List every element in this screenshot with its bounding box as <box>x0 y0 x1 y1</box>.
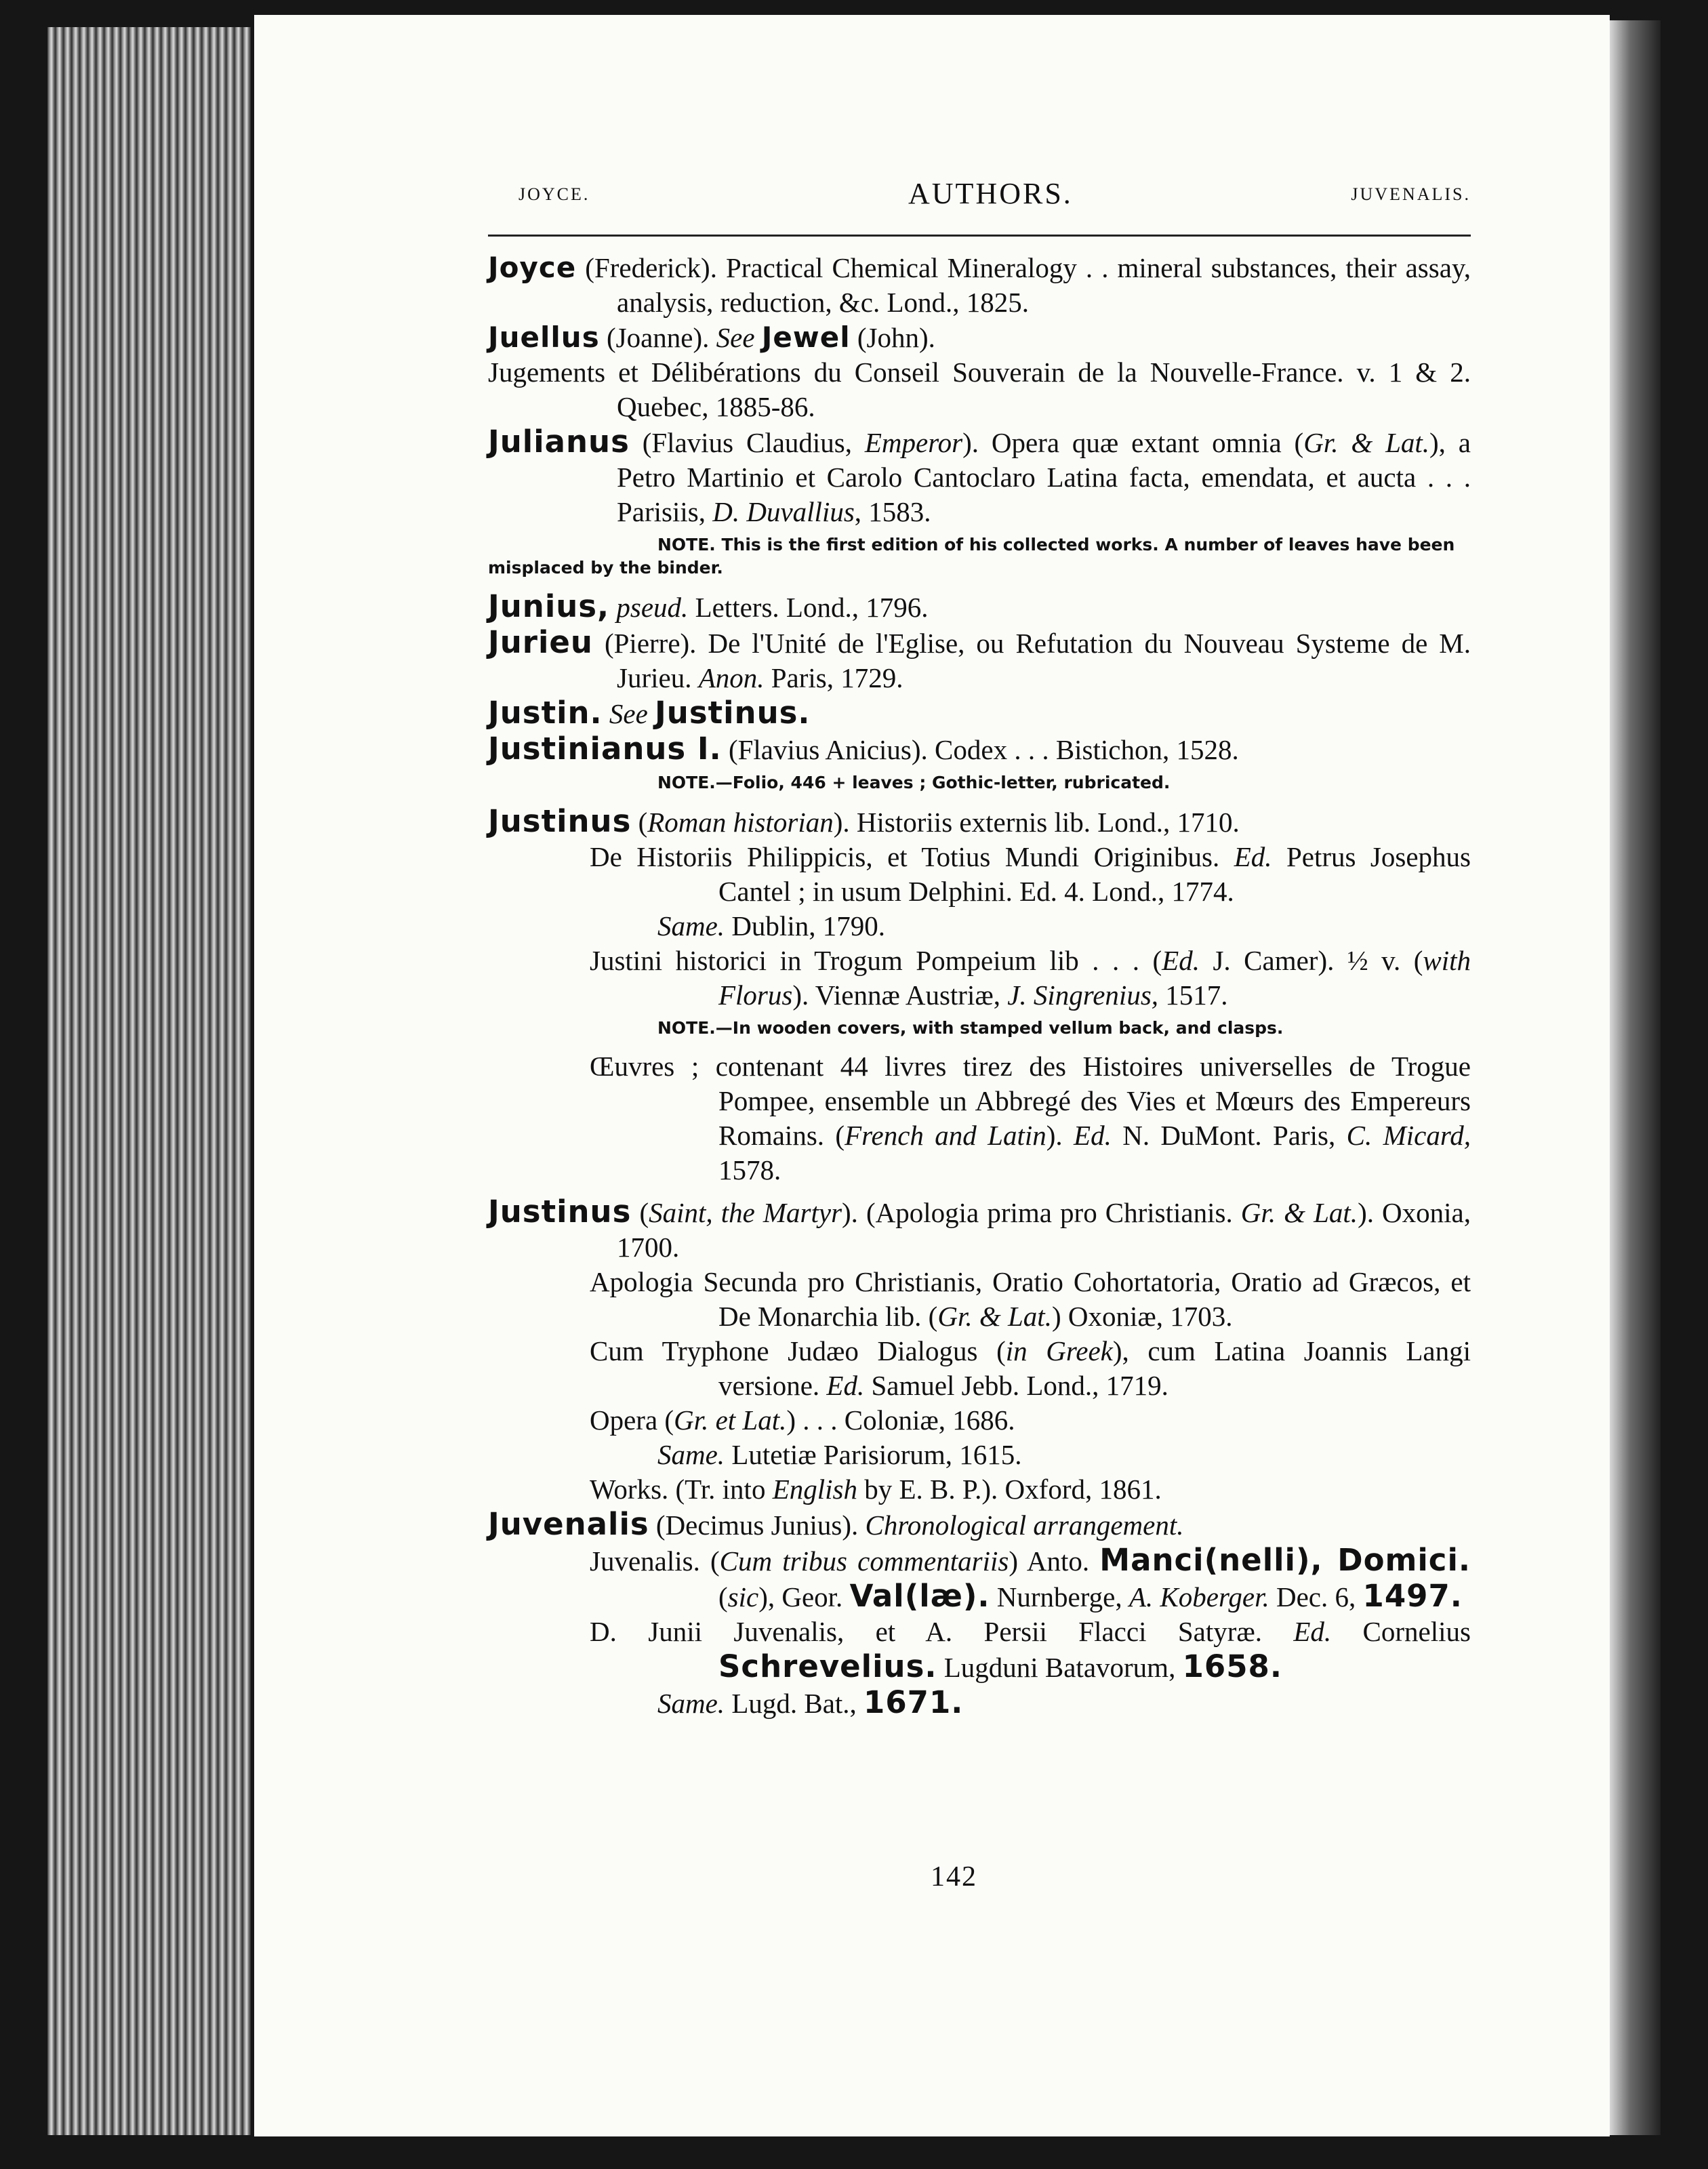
header-rule <box>488 235 1471 237</box>
subentry: D. Junii Juvenalis, et A. Persii Flacci Satyræ. Ed. Cornelius Schrevelius. Lugduni Batavorum, 1658. <box>590 1616 1471 1684</box>
author-name: Juvenalis <box>488 1506 649 1542</box>
page-number: 142 <box>931 1861 977 1892</box>
subentry: Opera (Gr. et Lat.) . . . Coloniæ, 1686. <box>590 1404 1015 1436</box>
entry-juvenalis: Juvenalis (Decimus Junius). Chronological arrangement. <box>488 1506 1184 1542</box>
entry-justinianus: Justinianus I. (Flavius Anicius). Codex . . . Bistichon, 1528. <box>488 731 1239 767</box>
header-right: JUVENALIS. <box>1351 184 1471 204</box>
subentry: De Historiis Philippicis, et Totius Mundi Originibus. Ed. Petrus Josephus Cantel ; in usum Delphini. Ed. 4. Lond., 1774. <box>590 841 1471 907</box>
author-name: Junius, <box>488 588 610 624</box>
entry-justinus-saint: Justinus (Saint, the Martyr). (Apologia prima pro Christianis. Gr. & Lat.). Oxonia, 1700. <box>488 1194 1471 1263</box>
same-entry: Same. Lugd. Bat., 1671. <box>657 1684 964 1720</box>
running-header <box>488 176 1471 217</box>
entry-justinus-roman: Justinus (Roman historian). Historiis externis lib. Lond., 1710. <box>488 803 1240 839</box>
author-name: Justin. <box>488 695 603 731</box>
subentry: Œuvres ; contenant 44 livres tirez des Histoires universelles de Trogue Pompee, ensemble un Abbregé des Vies et Mœurs des Empereurs Romains. (French and Latin). Ed. N. DuMont. Paris, C. Micard, 1578. <box>590 1051 1471 1185</box>
author-name: Justinus <box>488 803 632 839</box>
subentry: Works. (Tr. into English by E. B. P.). Oxford, 1861. <box>590 1474 1162 1505</box>
author-name: Justinus <box>488 1194 632 1230</box>
note-julianus: NOTE. This is the first edition of his collected works. A number of leaves have been misplaced by the binder. <box>488 535 1455 577</box>
entry-jurieu: Jurieu (Pierre). De l'Unité de l'Eglise, ou Refutation du Nouveau Systeme de M. Jurieu. Anon. Paris, 1729. <box>488 624 1471 693</box>
page-text-block <box>488 176 1471 1721</box>
entry-jugements: Jugements et Délibérations du Conseil Souverain de la Nouvelle-France. v. 1 & 2. Quebec, 1885-86. <box>488 357 1471 422</box>
entry-joyce: Joyce (Frederick). Practical Chemical Mineralogy . . mineral substances, their assay, analysis, reduction, &c. Lond., 1825. <box>488 251 1471 318</box>
entry-junius: Junius, pseud. Letters. Lond., 1796. <box>488 588 929 624</box>
author-name: Julianus <box>488 424 630 460</box>
author-name: Justinianus I. <box>488 731 722 767</box>
note-justinianus: NOTE.—Folio, 446 + leaves ; Gothic-letter, rubricated. <box>657 773 1171 792</box>
entry-juellus: Juellus (Joanne). See Jewel (John). <box>488 321 935 354</box>
cross-reference: Jewel <box>761 321 851 354</box>
subentry: Juvenalis. (Cum tribus commentariis) Anto. Manci(nelli), Domici. (sic), Geor. Val(læ). Nurnberge, A. Koberger. Dec. 6, 1497. <box>590 1542 1471 1614</box>
header-left: JOYCE. <box>518 184 590 204</box>
entry-justin: Justin. See Justinus. <box>488 695 811 731</box>
header-center: AUTHORS. <box>908 177 1073 210</box>
book-page-edges <box>47 27 251 2135</box>
author-name: Jurieu <box>488 624 593 660</box>
cross-reference: Justinus. <box>655 695 811 731</box>
book-gutter-shadow <box>1610 20 1661 2135</box>
subentry: Cum Tryphone Judæo Dialogus (in Greek), cum Latina Joannis Langi versione. Ed. Samuel Jebb. Lond., 1719. <box>590 1335 1471 1401</box>
subentry: Justini historici in Trogum Pompeium lib . . . (Ed. J. Camer). ½ v. (with Florus). Viennæ Austriæ, J. Singrenius, 1517. <box>590 945 1471 1011</box>
subentry: Apologia Secunda pro Christianis, Oratio Cohortatoria, Oratio ad Græcos, et De Monarchia lib. (Gr. & Lat.) Oxoniæ, 1703. <box>590 1266 1471 1332</box>
author-name: Juellus <box>488 321 600 354</box>
entry-julianus: Julianus (Flavius Claudius, Emperor). Opera quæ extant omnia (Gr. & Lat.), a Petro Martinio et Carolo Cantoclaro Latina facta, emendata, et aucta . . . Parisiis, D. Duvallius, 1583. <box>488 424 1471 527</box>
note-justinus-covers: NOTE.—In wooden covers, with stamped vellum back, and clasps. <box>657 1018 1284 1038</box>
author-name: Joyce <box>488 251 577 284</box>
same-entry: Same. Dublin, 1790. <box>657 910 885 941</box>
same-entry: Same. Lutetiæ Parisiorum, 1615. <box>657 1439 1022 1470</box>
